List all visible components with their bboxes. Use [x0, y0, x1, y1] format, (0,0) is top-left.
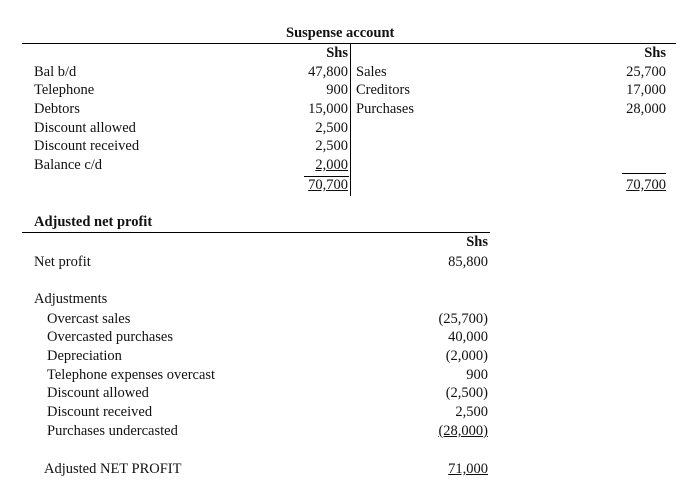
adjustment-amount: (2,000)	[445, 348, 488, 364]
adjustment-amount: 900	[466, 367, 488, 383]
debit-amount: 2,500	[315, 138, 348, 154]
net-profit-label: Net profit	[34, 254, 91, 270]
adjustment-amount: (25,700)	[438, 311, 488, 327]
adjusted-net-profit-amount: 71,000	[448, 461, 488, 477]
credit-amount: 25,700	[626, 64, 666, 80]
adjustment-amount: 2,500	[455, 404, 488, 420]
adjusted-header: Shs	[466, 234, 488, 250]
adjustment-amount: (2,500)	[445, 385, 488, 401]
adjustment-amount: (28,000)	[438, 423, 488, 439]
adjustment-label: Overcasted purchases	[47, 329, 174, 345]
adjustment-label: Telephone expenses overcast	[47, 367, 216, 383]
credit-amount: 28,000	[626, 101, 666, 117]
credit-label: Purchases	[356, 101, 414, 117]
credit-total: 70,700	[626, 177, 666, 193]
adjustments-label: Adjustments	[34, 291, 108, 307]
adjusted-title: Adjusted net profit	[34, 214, 153, 230]
debit-label: Telephone	[34, 82, 95, 98]
debit-label: Discount allowed	[34, 120, 136, 136]
suspense-top-rule	[22, 43, 676, 44]
adjustment-label: Purchases undercasted	[47, 423, 178, 439]
net-profit-amount: 85,800	[448, 254, 488, 270]
debit-header: Shs	[326, 45, 348, 61]
debit-label: Bal b/d	[34, 64, 77, 80]
credit-header: Shs	[644, 45, 666, 61]
adjustment-label: Discount received	[47, 404, 153, 420]
adjustment-label: Discount allowed	[47, 385, 149, 401]
debit-amount: 15,000	[308, 101, 348, 117]
adjustment-label: Depreciation	[47, 348, 122, 364]
debit-total: 70,700	[308, 177, 348, 193]
debit-amount: 2,000	[315, 157, 348, 173]
credit-label: Creditors	[356, 82, 410, 98]
credit-amount: 17,000	[626, 82, 666, 98]
debit-label: Discount received	[34, 138, 140, 154]
suspense-center-rule	[350, 43, 351, 196]
debit-amount: 47,800	[308, 64, 348, 80]
adjusted-net-profit-label: Adjusted NET PROFIT	[44, 461, 182, 477]
debit-amount: 2,500	[315, 120, 348, 136]
credit-total-rule	[622, 173, 666, 174]
suspense-title: Suspense account	[286, 25, 395, 41]
adjustment-label: Overcast sales	[47, 311, 131, 327]
debit-label: Debtors	[34, 101, 80, 117]
adjustment-amount: 40,000	[448, 329, 488, 345]
debit-amount: 900	[326, 82, 348, 98]
debit-label: Balance c/d	[34, 157, 103, 173]
credit-label: Sales	[356, 64, 387, 80]
